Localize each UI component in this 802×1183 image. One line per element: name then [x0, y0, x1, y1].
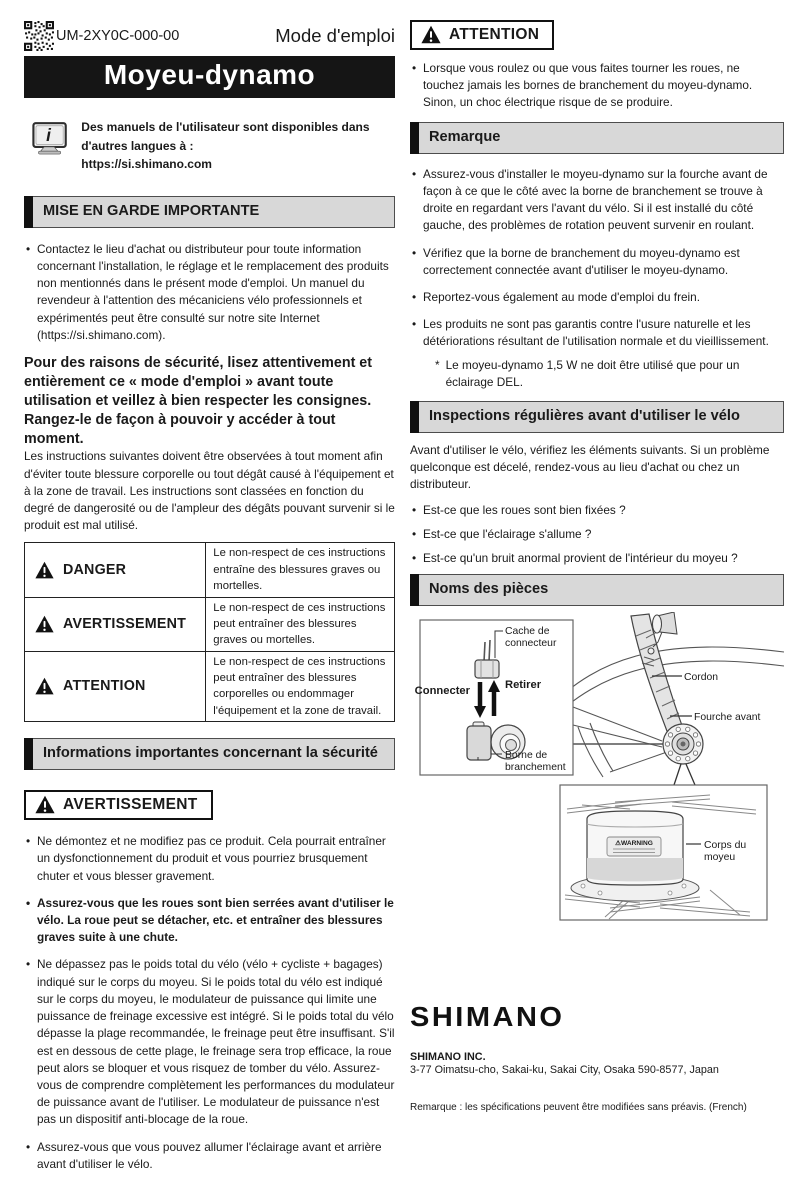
warning-triangle-icon [35, 561, 54, 579]
table-row [25, 651, 395, 722]
doc-number: UM-2XY0C-000-00 [56, 28, 180, 44]
list-item: • Assurez-vous d'installer le moyeu-dynamo sur la fourche avant de façon à ce que le côté avec la borne de branchement se trouve à droite en regardant vers l'avant du vélo. Si il est installé du côté gauche, des problèmes de rotation peuvent survenir en roulant. [410, 166, 784, 235]
list-item: • Vérifiez que la borne de branchement du moyeu-dynamo est correctement connectée avant d'utiliser le moyeu-dynamo. [410, 245, 784, 279]
cordon-label: Cordon [684, 672, 719, 684]
footer [410, 1002, 784, 1113]
list-item-text: Les produits ne sont pas garantis contre l'usure naturelle et les détériorations résultant de l'utilisation normale et du vieillissement. [423, 317, 769, 349]
corps-du-moyeu-label: moyeu [704, 852, 736, 864]
left-column [24, 20, 395, 1183]
section-header-mise-en-garde [24, 196, 395, 228]
table-row [25, 543, 395, 597]
list-item: • Ne démontez et ne modifiez pas ce produit. Cela pourrait entraîner un dysfonctionnement du produit et vous pourriez brusquement chuter et vous blesser gravement. [24, 833, 395, 885]
list-item: • Assurez-vous que vous pouvez allumer l'éclairage avant et arrière avant d'utiliser le vélo. [24, 1139, 395, 1173]
cache-connecteur-label: Cache de [505, 626, 550, 638]
safety-bullet-list [24, 833, 395, 1173]
section-header-bar [410, 401, 419, 433]
other-languages-note [24, 116, 395, 174]
qr-code-icon [24, 21, 54, 51]
attention-box [410, 20, 554, 50]
list-item [410, 316, 784, 391]
sub-note-marker: * [435, 357, 440, 372]
document-header [24, 20, 395, 52]
warning-triangle-icon [35, 677, 54, 695]
page-title: Moyeu-dynamo [24, 56, 395, 98]
shimano-logo: SHIMANO [410, 1002, 565, 1033]
instructions-paragraph: Les instructions suivantes doivent être observées à tout moment afin d'éviter toute blessure corporelle ou tout dégât causé à l'équipement et à la zone de travail. Les instructions sont classées en fonction du degré de dangerosité ou de l'ampleur des dégâts pouvant survenir si le produit est mal utilisé. [24, 449, 395, 533]
connecter-label: Connecter [414, 685, 470, 698]
section-header-label: Informations importantes concernant la sécurité [33, 738, 395, 770]
hub [663, 724, 703, 764]
safety-lead-paragraph: Pour des raisons de sécurité, lisez attentivement et entièrement ce « mode d'emploi » avant toute utilisation et veillez à bien respecter les consignes. Rangez-le de façon à pouvoir y accéder à tout moment. [24, 355, 373, 447]
section-header-informations-importantes [24, 738, 395, 770]
warning-triangle-icon [35, 615, 54, 633]
list-item: • Lorsque vous roulez ou que vous faites tourner les roues, ne touchez jamais les bornes de branchement du moyeu-dynamo. Sinon, un choc électrique risque de se produire. [410, 60, 784, 112]
severity-description: Le non-respect de ces instructions entraîne des blessures graves ou mortelles. [206, 543, 395, 597]
list-item: • Est-ce que les roues sont bien fixées ? [410, 502, 784, 519]
attention-bullet-list [410, 60, 784, 112]
info-monitor-icon [32, 116, 69, 162]
avertissement-box-label: AVERTISSEMENT [63, 795, 198, 813]
doc-type: Mode d'emploi [275, 25, 395, 46]
section-header-label: Remarque [419, 122, 784, 154]
section-header-label: MISE EN GARDE IMPORTANTE [33, 196, 395, 228]
remarque-bullet-list [410, 166, 784, 391]
zoom-line [686, 764, 695, 785]
section-header-bar [24, 738, 33, 770]
zoom-line [674, 764, 681, 785]
list-item: • Est-ce que l'éclairage s'allume ? [410, 526, 784, 543]
fourche-avant-label: Fourche avant [694, 712, 761, 724]
severity-description: Le non-respect de ces instructions peut entraîner des blessures corporelles ou endommager l'équipement et la zone de travail. [206, 651, 395, 722]
footer-note: Remarque : les spécifications peuvent être modifiées sans préavis. (French) [410, 1102, 747, 1113]
avertissement-box [24, 790, 213, 820]
corps-du-moyeu-label: Corps du [704, 840, 747, 852]
section-header-bar [24, 196, 33, 228]
section-header-label: Inspections régulières avant d'utiliser le vélo [419, 401, 784, 433]
svg-text:i: i [46, 125, 51, 146]
info-text: Des manuels de l'utilisateur sont disponibles dans d'autres langues à : [81, 120, 370, 153]
list-item: • Ne dépassez pas le poids total du vélo (vélo + cycliste + bagages) indiqué sur le corps du moyeu. Si le poids total du vélo est indiqué sur le corps du moyeu, le modulateur de puissance qui limite une puissance de freinage excessive est intégré. Si le poids total du vélo dépasse la plage recommandée, le freinage peut être insuffisant. S'il est en dessous de cette plage, le freinage sera trop efficace, la roue peut alors se bloquer et vous risquez de tomber du vélo. Assurez-vous de comprendre complètement les performances du modulateur de puissance avant de l'utiliser. Le modulateur de puissance n'est pas un dispositif anti-blocage de la roue. [24, 956, 395, 1128]
retirer-label: Retirer [505, 679, 542, 692]
severity-table [24, 542, 395, 722]
inspections-intro: Avant d'utiliser le vélo, vérifiez les éléments suivants. Si un problème quelconque est décelé, rendez-vous au lieu d'achat ou chez un distributeur. [410, 443, 770, 492]
borne-branchement-label: branchement [505, 762, 566, 774]
company-name: SHIMANO INC. [410, 1051, 486, 1063]
company-address: 3-77 Oimatsu-cho, Sakai-ku, Sakai City, Osaka 590-8577, Japan [410, 1064, 719, 1076]
section-header-noms-des-pieces [410, 574, 784, 606]
severity-description: Le non-respect de ces instructions peut entraîner des blessures graves ou mortelles. [206, 597, 395, 651]
list-item: • Reportez-vous également au mode d'emploi du frein. [410, 289, 784, 306]
manual-url: https://si.shimano.com [81, 157, 212, 172]
section-header-remarque [410, 122, 784, 154]
attention-box-label: ATTENTION [449, 25, 540, 43]
section-header-inspections [410, 401, 784, 433]
list-item: • Assurez-vous que les roues sont bien serrées avant d'utiliser le vélo. La roue peut se détacher, etc. et entraîner des blessures graves suite à une chute. [24, 895, 395, 947]
hub-warning-sticker-text: ⚠WARNING [615, 840, 653, 848]
section-header-label: Noms des pièces [419, 574, 784, 606]
remarque-sub-note [423, 357, 784, 391]
section-header-bar [410, 122, 419, 154]
sub-note-text: Le moyeu-dynamo 1,5 W ne doit être utilisé que pour un éclairage DEL. [445, 357, 740, 389]
borne-branchement-label: Borne de [505, 750, 548, 762]
cache-connecteur-label: connecteur [505, 638, 557, 650]
section-header-bar [410, 574, 419, 606]
severity-label: AVERTISSEMENT [63, 616, 187, 633]
warning-triangle-icon [35, 795, 55, 814]
warning-triangle-icon [421, 25, 441, 44]
right-column [410, 20, 784, 1002]
severity-label: DANGER [63, 562, 127, 579]
table-row [25, 597, 395, 651]
list-item: • Est-ce qu'un bruit anormal provient de l'intérieur du moyeu ? [410, 550, 784, 567]
parts-diagram [410, 612, 784, 1002]
important-notice-list [24, 241, 395, 344]
list-item: • Contactez le lieu d'achat ou distributeur pour toute information concernant l'installation, le réglage et le remplacement des produits non mentionnés dans le présent mode d'emploi. Un manuel du revendeur à l'attention des mécaniciens vélo professionnels et expérimentés peut être consulté sur notre site Internet (https://si.shimano.com). [24, 241, 395, 344]
hub-body-band [587, 858, 683, 881]
severity-label: ATTENTION [63, 678, 146, 695]
inspections-bullet-list [410, 502, 784, 568]
